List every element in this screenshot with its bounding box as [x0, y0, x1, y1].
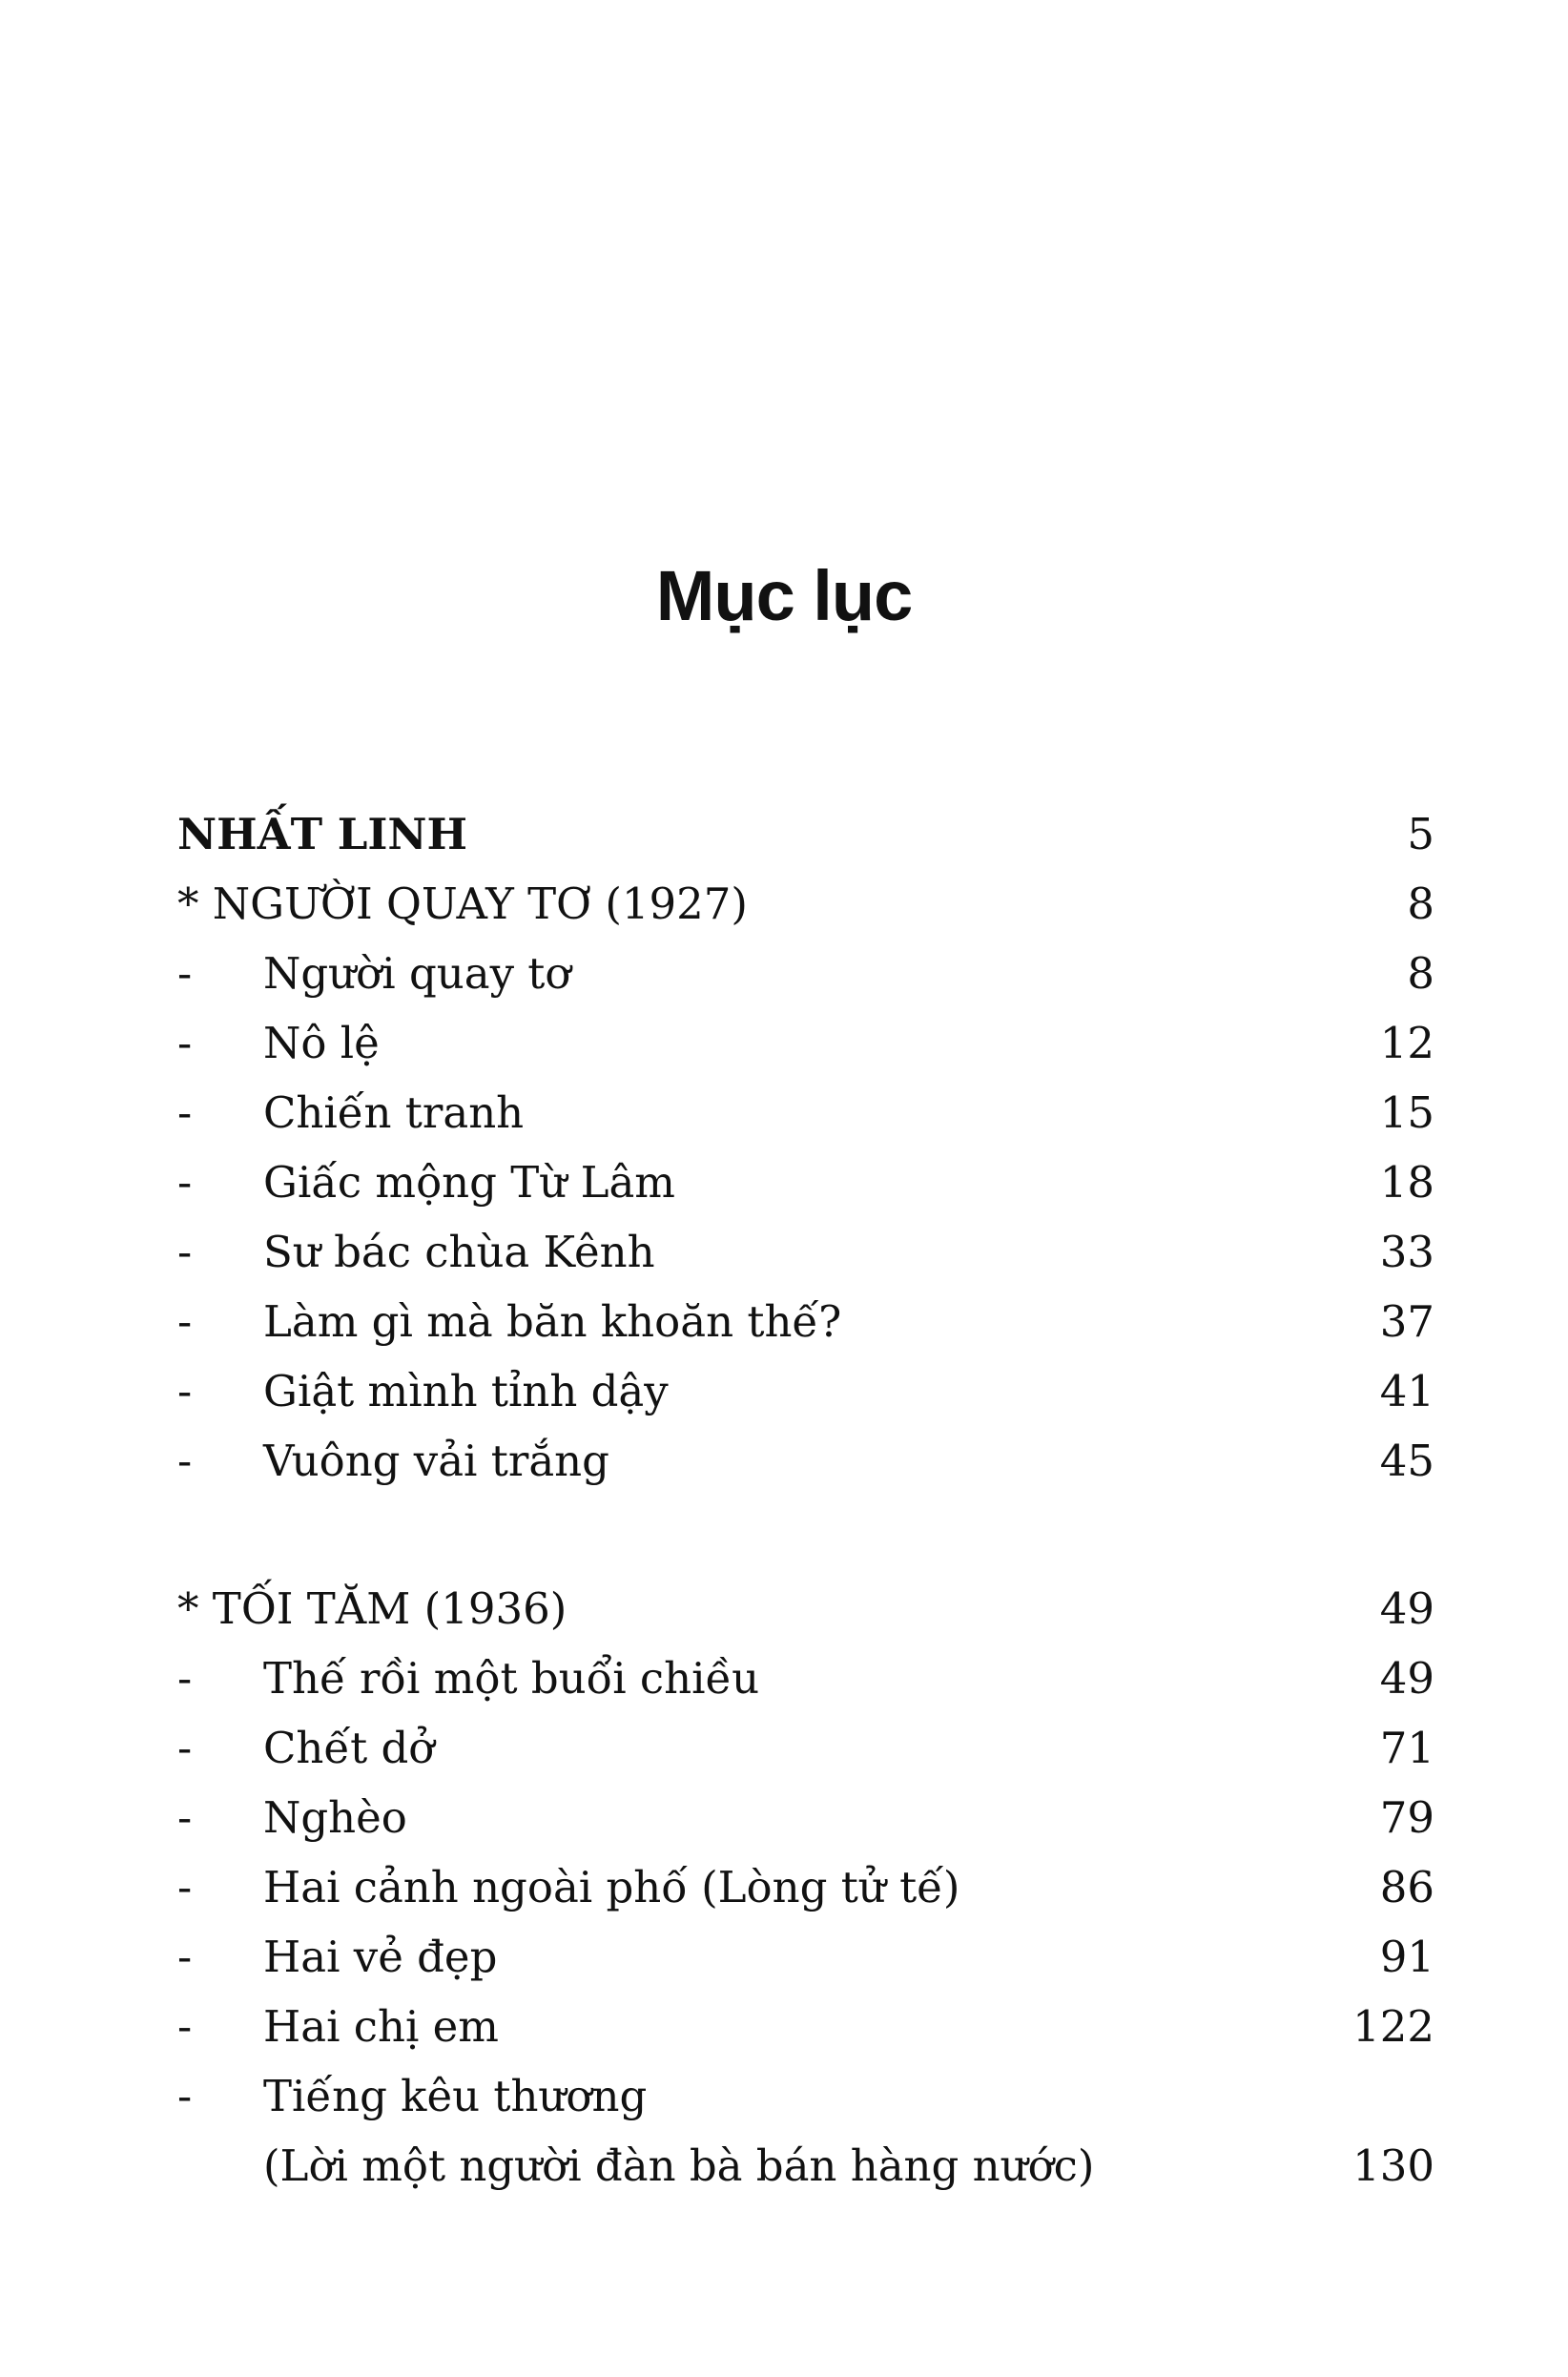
- toc-entry-label: * TỐI TĂM (1936): [177, 1583, 567, 1634]
- toc-entry-label: Hai vẻ đẹp: [263, 1932, 498, 1982]
- toc-entry-author: [0, 801, 1568, 868]
- toc-entry-page: 18: [1379, 1157, 1434, 1208]
- toc-entry-section: [0, 871, 1568, 938]
- toc-entry-dash: -: [177, 1436, 193, 1486]
- toc-entry-section: [0, 1576, 1568, 1643]
- toc-entry: [0, 1010, 1568, 1077]
- toc-entry-label: Sư bác chùa Kênh: [263, 1227, 655, 1277]
- toc-entry: [0, 1358, 1568, 1425]
- toc-entry-page: 71: [1379, 1723, 1434, 1773]
- toc-entry-dash: -: [177, 1792, 193, 1843]
- toc-entry-label: Thế rồi một buổi chiều: [263, 1653, 760, 1704]
- toc-entry-label: * NGƯỜI QUAY TƠ (1927): [177, 878, 748, 929]
- toc-entry-label: Chết dở: [263, 1723, 435, 1773]
- toc-entry: [0, 1289, 1568, 1355]
- toc-entry: [0, 1924, 1568, 1991]
- toc-entry-label: Vuông vải trắng: [263, 1436, 609, 1486]
- toc-entry-dash: -: [177, 1296, 193, 1347]
- toc-entry: [0, 1080, 1568, 1147]
- toc-entry-label: Nô lệ: [263, 1018, 380, 1068]
- toc-entry-label: NHẤT LINH: [177, 809, 468, 859]
- toc-entry: [0, 1645, 1568, 1712]
- toc-entry-page: 91: [1379, 1932, 1434, 1982]
- toc-entry-page: 122: [1352, 2001, 1434, 2052]
- toc-entry-label: Chiến tranh: [263, 1087, 525, 1138]
- toc-entry: [0, 2063, 1568, 2130]
- toc-entry: [0, 1715, 1568, 1782]
- toc-entry-page: 37: [1379, 1296, 1434, 1347]
- toc-entry-dash: -: [177, 2071, 193, 2121]
- toc-entry-page: 41: [1379, 1366, 1434, 1416]
- toc-entry-dash: -: [177, 948, 193, 999]
- toc-entry-page: 49: [1379, 1653, 1434, 1704]
- toc-entry-dash: -: [177, 1157, 193, 1208]
- toc-entry-continuation: [0, 2133, 1568, 2200]
- toc-entry-label: Tiếng kêu thương: [263, 2071, 648, 2121]
- toc-entry-dash: -: [177, 1653, 193, 1704]
- toc-entry-label: Người quay tơ: [263, 948, 571, 999]
- toc-entry-page: 49: [1379, 1583, 1434, 1634]
- toc-entry-label: Làm gì mà băn khoăn thế?: [263, 1296, 842, 1347]
- toc-entry-label: (Lời một người đàn bà bán hàng nước): [263, 2140, 1095, 2191]
- toc-entry-dash: -: [177, 1932, 193, 1982]
- toc-entry-dash: -: [177, 1087, 193, 1138]
- toc-entry-dash: -: [177, 1366, 193, 1416]
- toc-entry-label: Giật mình tỉnh dậy: [263, 1366, 669, 1416]
- toc-entry-page: 45: [1379, 1436, 1434, 1486]
- toc-entry-page: 8: [1407, 948, 1434, 999]
- toc-entry-page: 15: [1379, 1087, 1434, 1138]
- toc-entry-label: Giấc mộng Từ Lâm: [263, 1157, 675, 1208]
- toc-entry: [0, 1149, 1568, 1216]
- toc-entry-label: Hai cảnh ngoài phố (Lòng tử tế): [263, 1862, 960, 1912]
- toc-entry-page: 33: [1379, 1227, 1434, 1277]
- toc-entry-page: 12: [1379, 1018, 1434, 1068]
- toc-entry-dash: -: [177, 1862, 193, 1912]
- toc-entry-page: 130: [1352, 2140, 1434, 2191]
- toc-entry: [0, 1219, 1568, 1286]
- toc-entry: [0, 1854, 1568, 1921]
- toc-entry-dash: -: [177, 2001, 193, 2052]
- toc-entry-dash: -: [177, 1227, 193, 1277]
- toc-entry-dash: -: [177, 1018, 193, 1068]
- page-title: Mục lục: [655, 556, 913, 635]
- toc-entry-page: 8: [1407, 878, 1434, 929]
- toc-entry-label: Nghèo: [263, 1792, 407, 1843]
- toc-entry-page: 79: [1379, 1792, 1434, 1843]
- toc-entry: [0, 940, 1568, 1007]
- toc-entry-label: Hai chị em: [263, 2001, 499, 2052]
- toc-entry: [0, 1428, 1568, 1495]
- toc-entry-page: 5: [1407, 809, 1434, 859]
- toc-entry-page: 86: [1379, 1862, 1434, 1912]
- toc-entry: [0, 1994, 1568, 2060]
- toc-entry: [0, 1785, 1568, 1851]
- toc-entry-dash: -: [177, 1723, 193, 1773]
